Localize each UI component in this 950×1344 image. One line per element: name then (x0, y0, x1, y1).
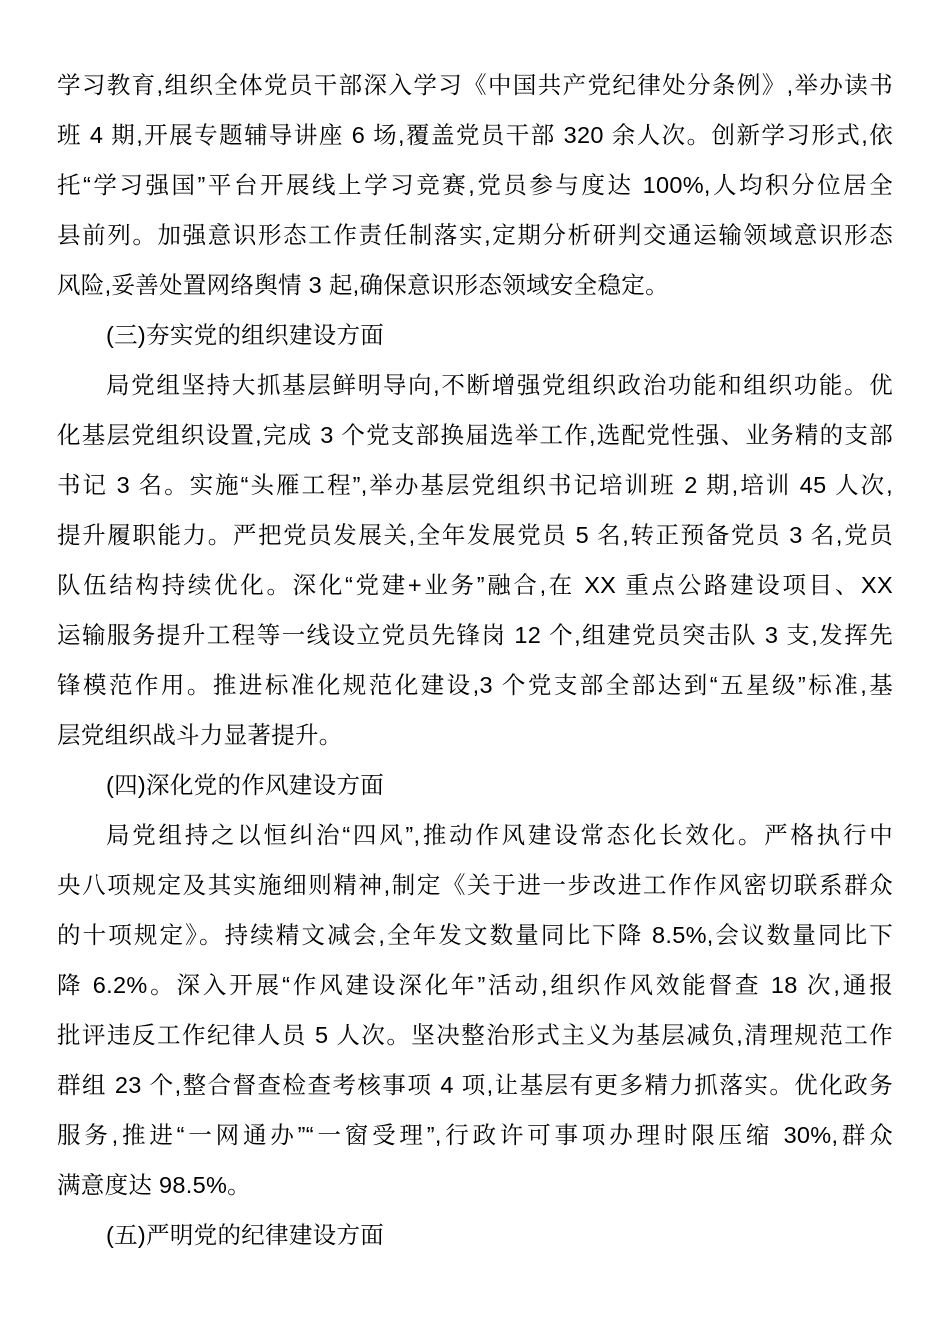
text-line: 锋模范作用。推进标准化规范化建设,3 个党支部全部达到“五星级”标准,基 (57, 672, 893, 698)
text-line: 群组 23 个,整合督查检查考核事项 4 项,让基层有更多精力抓落实。优化政务 (57, 1072, 893, 1098)
text-line: 学习教育,组织全体党员干部深入学习《中国共产党纪律处分条例》,举办读书 (57, 72, 893, 98)
text-line: 县前列。加强意识形态工作责任制落实,定期分析研判交通运输领域意识形态 (57, 222, 893, 248)
text-line: 托“学习强国”平台开展线上学习竞赛,党员参与度达 100%,人均积分位居全 (57, 172, 893, 198)
text-line: 队伍结构持续优化。深化“党建+业务”融合,在 XX 重点公路建设项目、XX (57, 572, 893, 598)
text-line: 运输服务提升工程等一线设立党员先锋岗 12 个,组建党员突击队 3 支,发挥先 (57, 622, 893, 648)
text-line: 服务,推进“一网通办”“一窗受理”,行政许可事项办理时限压缩 30%,群众 (57, 1122, 893, 1148)
text-line: 书记 3 名。实施“头雁工程”,举办基层党组织书记培训班 2 期,培训 45 人次, (57, 472, 893, 498)
text-line: 降 6.2%。深入开展“作风建设深化年”活动,组织作风效能督查 18 次,通报 (57, 972, 893, 998)
text-line: 层党组织战斗力显著提升。 (57, 722, 343, 748)
text-line: 批评违反工作纪律人员 5 人次。坚决整治形式主义为基层减负,清理规范工作 (57, 1022, 893, 1048)
paragraph (57, 810, 893, 1210)
heading-line: (五)严明党的纪律建设方面 (106, 1222, 385, 1248)
text-line: 风险,妥善处置网络舆情 3 起,确保意识形态领域安全稳定。 (57, 272, 669, 298)
text-line: 局党组坚持大抓基层鲜明导向,不断增强党组织政治功能和组织功能。优 (106, 372, 893, 398)
text-line: 提升履职能力。严把党员发展关,全年发展党员 5 名,转正预备党员 3 名,党员 (57, 522, 893, 548)
text-line: 央八项规定及其实施细则精神,制定《关于进一步改进工作作风密切联系群众 (57, 872, 893, 898)
text-line: 化基层党组织设置,完成 3 个党支部换届选举工作,选配党性强、业务精的支部 (57, 422, 893, 448)
section-heading (57, 760, 893, 810)
paragraph (57, 360, 893, 760)
text-line: 满意度达 98.5%。 (57, 1172, 251, 1198)
document-body (57, 60, 893, 1260)
section-heading (57, 1210, 893, 1260)
heading-line: (四)深化党的作风建设方面 (106, 772, 385, 798)
text-line: 的十项规定》。持续精文减会,全年发文数量同比下降 8.5%,会议数量同比下 (57, 922, 893, 948)
section-heading (57, 310, 893, 360)
text-line: 局党组持之以恒纠治“四风”,推动作风建设常态化长效化。严格执行中 (106, 822, 893, 848)
paragraph (57, 60, 893, 310)
text-line: 班 4 期,开展专题辅导讲座 6 场,覆盖党员干部 320 余人次。创新学习形式,依 (57, 122, 893, 148)
heading-line: (三)夯实党的组织建设方面 (106, 322, 385, 348)
